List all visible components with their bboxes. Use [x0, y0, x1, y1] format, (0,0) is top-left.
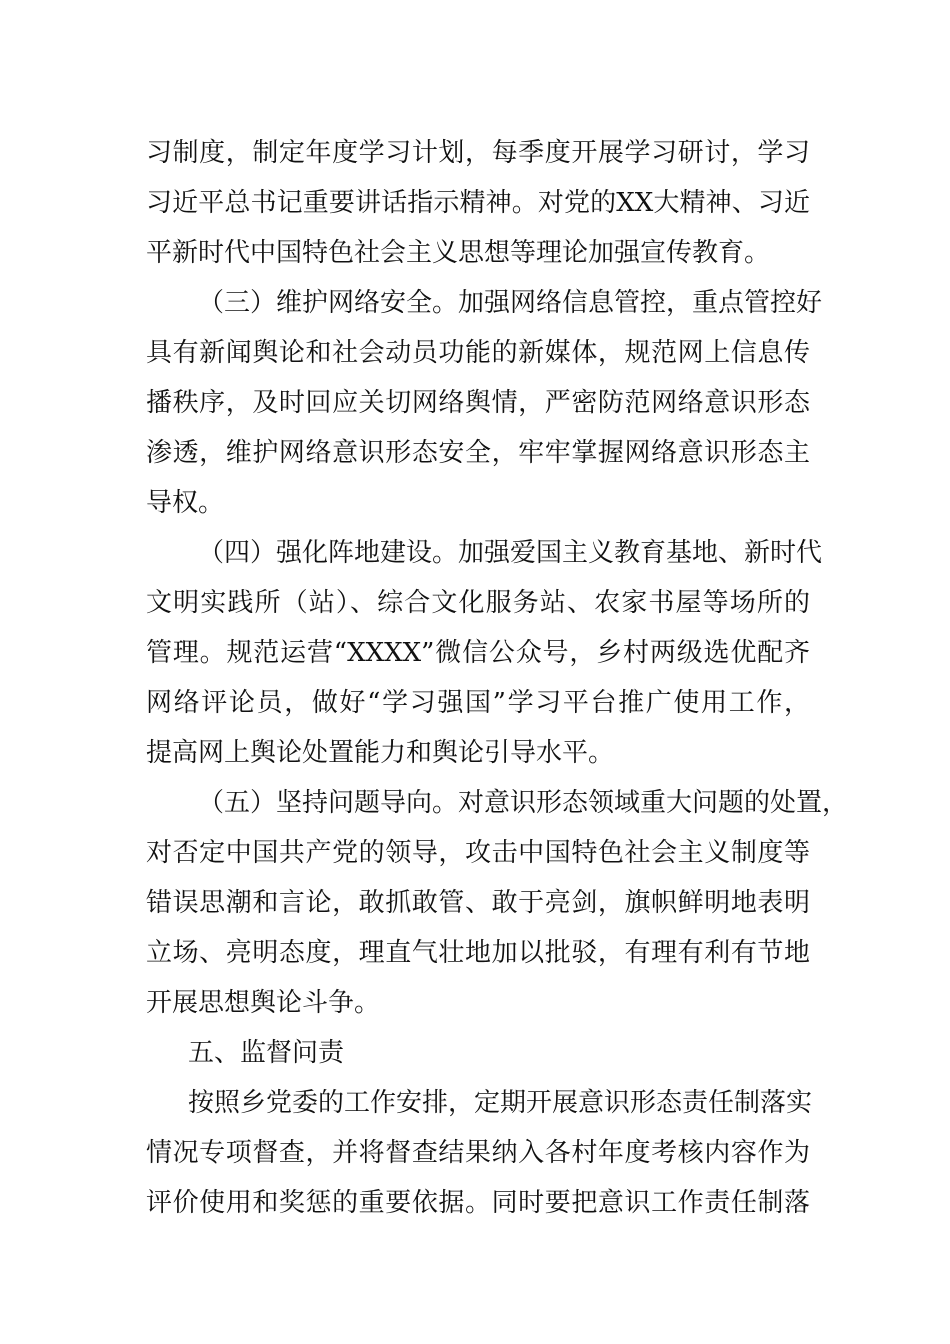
text-line: 按照乡党委的工作安排，定期开展意识形态责任制落实 — [188, 1088, 813, 1118]
text-line: 情况专项督查，并将督查结果纳入各村年度考核内容作为 — [146, 1138, 810, 1168]
text-line: 对否定中国共产党的领导，攻击中国特色社会主义制度等 — [146, 838, 810, 868]
text-line: 习制度，制定年度学习计划，每季度开展学习研讨，学习 — [146, 138, 810, 168]
text-line: 习近平总书记重要讲话指示精神。对党的XX大精神、习近 — [146, 188, 810, 218]
text-line: 管理。规范运营“XXXX”微信公众号，乡村两级选优配齐 — [146, 638, 810, 668]
text-line: 具有新闻舆论和社会动员功能的新媒体，规范网上信息传 — [146, 338, 810, 368]
text-line: 提高网上舆论处置能力和舆论引导水平。 — [146, 738, 615, 768]
text-line: 渗透，维护网络意识形态安全，牢牢掌握网络意识形态主 — [146, 438, 810, 468]
section-five-heading-line: （五）坚持问题导向。对意识形态领域重大问题的处置， — [198, 788, 849, 818]
text-line: 网络评论员，做好“学习强国”学习平台推广使用工作， — [146, 688, 810, 718]
text-line: 开展思想舆论斗争。 — [146, 988, 381, 1018]
section-four-heading-line: （四）强化阵地建设。加强爱国主义教育基地、新时代 — [198, 538, 823, 568]
section-three-heading-line: （三）维护网络安全。加强网络信息管控，重点管控好 — [198, 288, 823, 318]
text-line: 评价使用和奖惩的重要依据。同时要把意识工作责任制落 — [146, 1188, 810, 1218]
text-line: 立场、亮明态度，理直气壮地加以批驳，有理有利有节地 — [146, 938, 810, 968]
text-line: 导权。 — [146, 488, 225, 518]
text-line: 错误思潮和言论，敢抓敢管、敢于亮剑，旗帜鲜明地表明 — [146, 888, 810, 918]
text-line: 播秩序，及时回应关切网络舆情，严密防范网络意识形态 — [146, 388, 810, 418]
chapter-five-heading: 五、监督问责 — [188, 1038, 345, 1068]
document-body — [146, 128, 849, 1228]
text-line: 平新时代中国特色社会主义思想等理论加强宣传教育。 — [146, 238, 771, 268]
text-line: 文明实践所（站）、综合文化服务站、农家书屋等场所的 — [146, 588, 810, 618]
